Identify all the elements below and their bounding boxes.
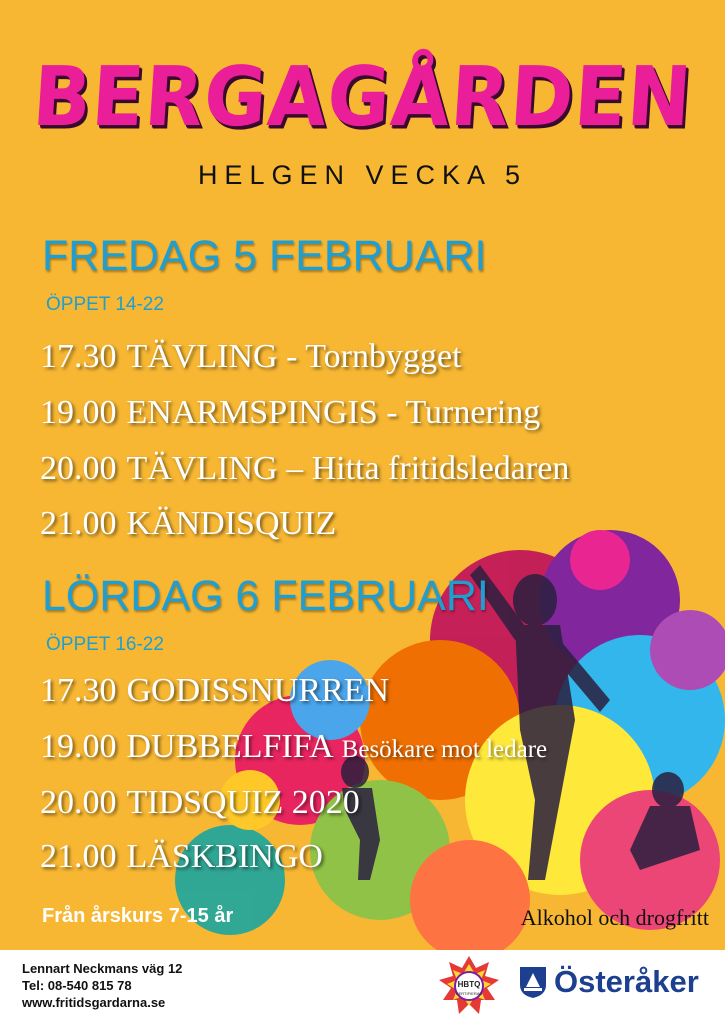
event-time: 20.00 xyxy=(40,450,117,487)
event-item xyxy=(40,728,547,766)
event-time: 19.00 xyxy=(40,394,117,431)
municipality-logo xyxy=(518,964,699,1000)
event-title: KÄNDISQUIZ xyxy=(126,505,337,542)
event-item xyxy=(40,838,323,876)
event-item xyxy=(40,394,540,432)
osteraker-crest-icon xyxy=(518,965,548,999)
event-note: Besökare mot ledare xyxy=(341,736,548,763)
age-note: Från årskurs 7-15 år xyxy=(42,905,234,927)
event-title: TÄVLING - Tornbygget xyxy=(126,338,462,375)
day-heading-friday: FREDAG 5 FEBRUARI xyxy=(42,232,487,280)
opening-hours-saturday: ÖPPET 16-22 xyxy=(46,634,164,655)
contact-info xyxy=(22,960,182,1011)
website-link[interactable]: www.fritidsgardarna.se xyxy=(22,995,166,1010)
event-item xyxy=(40,784,360,822)
event-time: 21.00 xyxy=(40,505,117,542)
event-item xyxy=(40,338,462,376)
event-item xyxy=(40,672,389,710)
phone: Tel: 08-540 815 78 xyxy=(22,978,132,993)
event-title: ENARMSPINGIS - Turnering xyxy=(126,394,541,431)
opening-hours-friday: ÖPPET 14-22 xyxy=(46,294,164,315)
hbtq-badge-icon xyxy=(436,954,502,1018)
event-item xyxy=(40,505,336,543)
footer-bar xyxy=(0,950,725,1024)
event-title: TÄVLING – Hitta fritidsledaren xyxy=(126,450,570,487)
event-title: DUBBELFIFA xyxy=(126,728,334,765)
event-time: 20.00 xyxy=(40,784,117,821)
badge-label: HBTQ xyxy=(457,980,481,989)
municipality-name: Österåker xyxy=(554,964,699,999)
event-time: 21.00 xyxy=(40,838,117,875)
event-time: 17.30 xyxy=(40,338,117,375)
address: Lennart Neckmans väg 12 xyxy=(22,961,183,976)
event-item xyxy=(40,450,569,488)
event-title: GODISSNURREN xyxy=(126,672,390,709)
event-title: LÄSKBINGO xyxy=(126,838,323,875)
poster-subtitle: HELGEN VECKA 5 xyxy=(197,160,528,190)
event-time: 19.00 xyxy=(40,728,117,765)
event-title: TIDSQUIZ 2020 xyxy=(126,784,360,821)
policy-note: Alkohol och drogfritt xyxy=(520,905,709,930)
event-time: 17.30 xyxy=(40,672,117,709)
poster-title: BERGAGÅRDEN xyxy=(29,48,696,145)
badge-small-label: CERTIFIERAD xyxy=(455,991,483,996)
day-heading-saturday: LÖRDAG 6 FEBRUARI xyxy=(42,572,489,620)
